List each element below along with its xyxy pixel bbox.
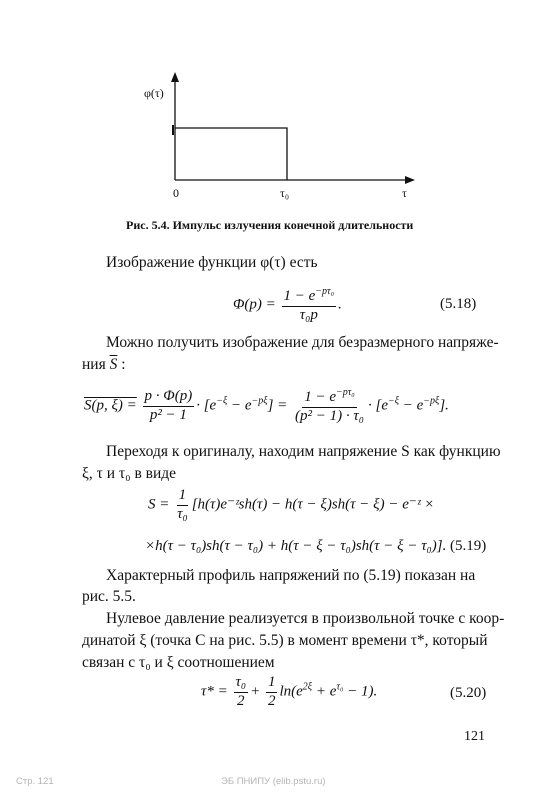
figure-caption: Рис. 5.4. Импульс излучения конечной длительности: [126, 218, 414, 232]
paragraph-4-line-2: рис. 5.5.: [82, 588, 136, 605]
equation-5-18: Φ(p) = $\frac{1 - e^{-p\tau_0}}{\text{τ₀p}}$ .: [233, 286, 342, 323]
eq519-number: (5.19): [450, 538, 487, 554]
equation-5-20: τ* = $\frac{\text{τ₀}}{2}$ + $\frac{1}{2}$ $\ln(e^{2\xi} + e^{\tau_0} - 1)$.: [201, 674, 378, 709]
paragraph-2-line-1: Можно получить изображение для безразмерного напряже-: [106, 334, 499, 351]
paragraph-5-line-3: связан с τ₀ и ξ соотношением: [82, 654, 275, 671]
equation-S-image: S(p, ξ) = $\frac{p \cdot \Phi(p)}{\text{p² − 1}}$ · $[e^{-\xi} - e^{-p\xi}]$ = $\frac{1 - e^{-p\tau_0}}{\text{(p² − 1) · τ₀}}$ · $[e^{-\xi} - e^{-p\xi}]$.: [84, 387, 449, 424]
x-axis-label: τ: [402, 186, 407, 200]
footer-page-label: Стр. 121: [16, 776, 54, 787]
paragraph-3-line-2: ξ, τ и τ₀ в виде: [82, 465, 177, 482]
footer-library-label: ЭБ ПНИПУ (elib.pstu.ru): [221, 776, 326, 787]
paragraph-5-line-2: динатой ξ (точка C на рис. 5.5) в момент времени τ*, который: [82, 632, 488, 649]
figure-pulse: [140, 70, 430, 200]
x-origin-label: 0: [173, 186, 179, 200]
eq518-lhs: Φ(p) =: [233, 296, 276, 313]
pulse-rectangle: [175, 128, 287, 180]
y-axis-arrow: [171, 72, 179, 82]
page-number: 121: [464, 729, 485, 744]
paragraph-2-line-2: ния $\overline{S}$ :: [82, 356, 126, 373]
paragraph-4-line-1: Характерный профиль напряжений по (5.19) показан на: [106, 567, 476, 584]
equation-5-19-line-1: S = $\frac{1}{\text{τ₀}}$ [h(τ)e⁻ᶻsh(τ) − h(τ − ξ)sh(τ − ξ) − e⁻ᶻ ×: [148, 487, 435, 522]
paragraph-5-line-1: Нулевое давление реализуется в произвольной точке с коор-: [106, 610, 505, 627]
y-axis-label: φ(τ): [144, 86, 164, 100]
eq520-number: (5.20): [450, 685, 487, 701]
pulse-plot: [140, 70, 430, 200]
paragraph-1: Изображение функции φ(τ) есть: [106, 254, 318, 271]
x-tau0-label: τ₀: [280, 186, 290, 200]
paragraph-3-line-1: Переходя к оригиналу, находим напряжение S как функцию: [106, 443, 501, 460]
eq518-number: (5.18): [440, 296, 477, 312]
equation-5-19-line-2: ×h(τ − τ₀)sh(τ − τ₀) + h(τ − ξ − τ₀)sh(τ − ξ − τ₀)].: [145, 538, 447, 554]
